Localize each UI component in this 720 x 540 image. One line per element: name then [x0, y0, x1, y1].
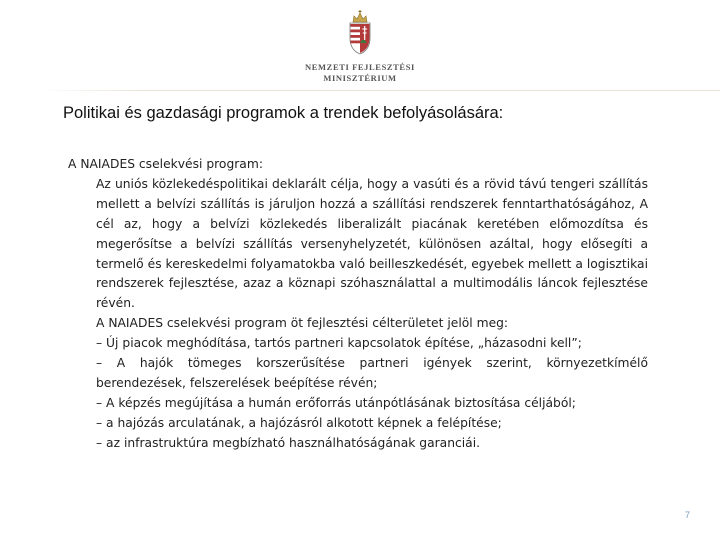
- target-area-item: – Új piacok meghódítása, tartós partneri kapcsolatok építése, „házasodni kell”;: [96, 336, 582, 351]
- program-description: [96, 175, 648, 454]
- slide-title: Politikai és gazdasági programok a trendek befolyásolására:: [63, 104, 504, 122]
- target-area-item: – A hajók tömeges korszerűsítése partneri igények szerint, környezetkímélő berendezések, felszerelések beépítése révén;: [96, 356, 648, 390]
- target-area-item: – A képzés megújítása a humán erőforrás utánpótlásának biztosítása céljából;: [96, 395, 576, 410]
- page-number: 7: [684, 510, 690, 520]
- header-divider: [40, 90, 720, 91]
- ministry-logo: [300, 10, 420, 86]
- slide-body: [68, 155, 648, 454]
- hungarian-coat-of-arms-icon: [347, 10, 373, 56]
- program-paragraph: Az uniós közlekedéspolitikai deklarált célja, hogy a vasúti és a rövid távú tengeri szállítás mellett a belvízi szállítás is járuljon hozzá a szállítási rendszerek fenntarthatóságához, A cél az, hogy a belvízi közlekedés liberalizált piacának keretében előmozdítsa és megerősítse a belvízi szállítás versenyhelyzetét, különösen azáltal, hogy elősegíti a termelő és kereskedelmi folyamatokba való beilleszkedését, egyebek mellett a logisztikai rendszerek fejlesztése, azaz a köznapi szóhasználattal a multimodális láncok fejlesztése révén.: [96, 176, 648, 311]
- program-heading: A NAIADES cselekvési program:: [68, 157, 263, 171]
- ministry-name-line2: MINISZTÉRIUM: [323, 73, 397, 83]
- target-areas-intro: A NAIADES cselekvési program öt fejlesztési célterületet jelöl meg:: [96, 316, 509, 331]
- ministry-name-line1: NEMZETI FEJLESZTÉSI: [305, 62, 415, 72]
- target-area-item: – a hajózás arculatának, a hajózásról alkotott képnek a felépítése;: [96, 415, 502, 430]
- target-area-item: – az infrastruktúra megbízható használhatóságának garanciái.: [96, 435, 481, 450]
